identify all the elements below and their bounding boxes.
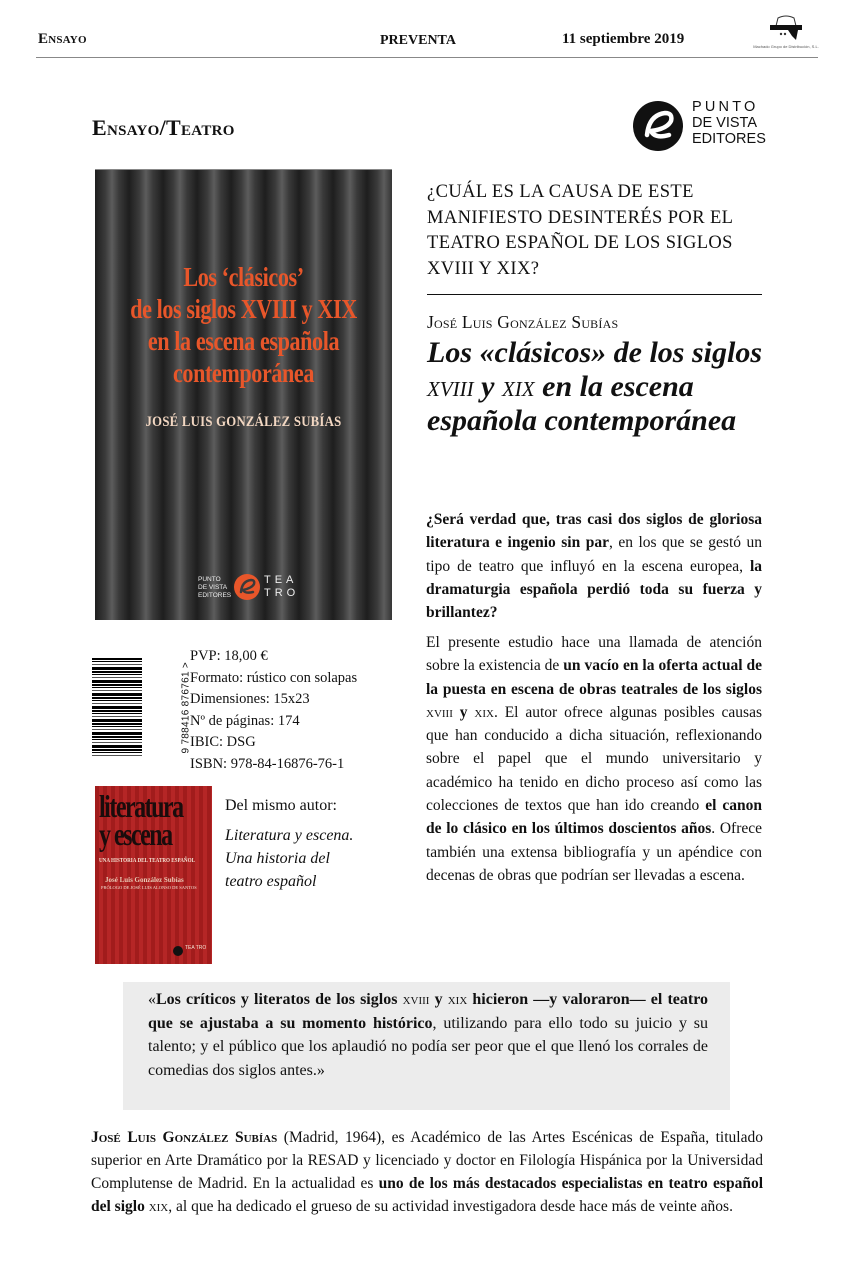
- title-century: xix: [501, 370, 535, 403]
- publisher-logo: [633, 101, 773, 151]
- cover-collection-line: TEA: [264, 574, 298, 586]
- cover-title-line: en la escena española: [147, 326, 340, 356]
- book-cover: [95, 169, 392, 620]
- bold-text: Los críticos y literatos de los siglos: [156, 991, 403, 1008]
- text: , utilizando para ello todo su juicio y su talento; y el público que los aplaudió no podía ser peor que el que llenó los corrales de comedias dos siglos antes.»: [148, 1014, 708, 1079]
- cover-logo-line: EDITORES: [198, 592, 232, 599]
- text: . El autor ofrece algunas posibles causas que han conducido a dicha situación, reflexionando sobre el papel que el mundo universitario y académico ha tenido en dicho proceso así como las colecciones de textos que han ido creando: [426, 703, 762, 815]
- related-cover-collection: TEA TRO: [185, 945, 207, 951]
- title-text: Los «clásicos» de los siglos: [427, 336, 762, 369]
- related-cover-title: literatura y escena: [99, 788, 183, 852]
- book-author: José Luis González Subías: [427, 312, 619, 332]
- related-cover-prologue: PRÓLOGO DE JOSÉ LUIS ALONSO DE SANTOS: [101, 885, 197, 890]
- spec-price: PVP: 18,00 €: [190, 648, 268, 664]
- text: . Ofrece también una extensa bibliografía y un apéndice con decenas de obras que podrían ser llevadas a escena.: [426, 820, 763, 884]
- bio-author-name: José Luis González Subías: [91, 1129, 278, 1146]
- publisher-line-2: DE VISTA: [692, 115, 757, 131]
- cover-author: JOSÉ LUIS GONZÁLEZ SUBÍAS: [145, 414, 342, 430]
- cover-collection-line: TRO: [264, 587, 300, 599]
- synopsis-paragraph-1: [426, 508, 762, 624]
- headline-divider: [427, 294, 762, 295]
- text: El presente estudio hace una llamada de atención sobre la existencia de: [426, 634, 762, 675]
- publisher-e-icon: [633, 101, 683, 151]
- same-author-title: [225, 824, 353, 893]
- bold-text: la dramaturgia española perdió toda su fuerza y brillantez?: [426, 557, 762, 622]
- spec-pages: Nº de páginas: 174: [190, 712, 300, 729]
- hat-figure-icon: [752, 14, 820, 44]
- bold-text: y: [452, 703, 475, 721]
- cover-logo-line: PUNTO: [198, 576, 221, 583]
- text: , en los que se gestó un tipo de teatro que influyó en la escena europea,: [426, 534, 762, 575]
- cover-title: [122, 261, 366, 389]
- cover-logo-line: DE VISTA: [198, 584, 228, 591]
- century-text: xix: [148, 1198, 169, 1215]
- spec-format: Formato: rústico con solapas: [190, 669, 358, 686]
- header-status: PREVENTA: [380, 33, 456, 48]
- quote-mark: «: [148, 991, 156, 1008]
- century-text: xviii: [426, 703, 453, 721]
- related-cover-logo-icon: [173, 946, 183, 956]
- cover-e-icon: [234, 574, 260, 600]
- cover-title-line: contemporánea: [172, 358, 315, 388]
- bold-text: un vacío en la oferta actual de la puesta en escena de obras teatrales de los siglos: [426, 657, 762, 698]
- bold-text: ¿Será verdad que, tras casi dos siglos de gloriosa literatura e ingenio sin par: [426, 511, 762, 552]
- title-text: en la escena española contemporánea: [427, 370, 737, 437]
- spec-ibic: IBIC: DSG: [190, 734, 256, 750]
- bold-text: el canon de lo clásico en los últimos doscientos años: [426, 797, 762, 838]
- related-cover-subtitle: UNA HISTORIA DEL TEATRO ESPAÑOL: [99, 858, 195, 864]
- text: , al que ha dedicado el grueso de su actividad investigadora desde hace más de veinte años.: [168, 1198, 733, 1215]
- section-title: Ensayo/Teatro: [92, 115, 235, 140]
- spec-isbn: ISBN: 978-84-16876-76-1: [190, 755, 345, 772]
- headline-question: ¿CUÁL ES LA CAUSA DE ESTE MANIFIESTO DESINTERÉS POR EL TEATRO ESPAÑOL DE LOS SIGLOS XVIII Y XIX?: [427, 182, 733, 279]
- publisher-line-1: PUNTO: [692, 99, 759, 115]
- header-category: Ensayo: [38, 31, 87, 47]
- century-text: xix: [447, 991, 468, 1008]
- header-divider: [36, 57, 818, 58]
- pull-quote: [123, 982, 730, 1110]
- author-bio: [91, 1126, 763, 1218]
- cover-publisher-logo: [198, 574, 308, 604]
- related-book-cover: [95, 786, 212, 964]
- cover-title-line: Los ‘clásicos’: [183, 262, 304, 292]
- related-cover-author: José Luis González Subías: [105, 876, 184, 884]
- same-author-title-line: teatro español: [225, 873, 317, 890]
- same-author-label: Del mismo autor:: [225, 797, 337, 814]
- barcode: [92, 658, 192, 756]
- distributor-caption: Machado Grupo de Distribución, S.L.: [753, 44, 819, 49]
- synopsis-paragraph-2: [426, 631, 762, 887]
- century-text: xviii: [402, 991, 430, 1008]
- title-century: xviii: [427, 370, 474, 403]
- spec-dimensions: Dimensiones: 15x23: [190, 691, 310, 707]
- cover-title-line: de los siglos XVIII y XIX: [130, 294, 357, 324]
- bold-text: hicieron —y valoraron— el teatro que se ajustaba a su momento histórico: [148, 991, 709, 1032]
- same-author-title-line: Literatura y escena.: [225, 827, 354, 844]
- bold-text: uno de los más destacados especialistas en teatro español del siglo: [91, 1175, 763, 1215]
- book-title: [427, 336, 767, 438]
- same-author-title-line: Una historia del: [225, 850, 330, 867]
- book-specs: [190, 646, 357, 775]
- distributor-logo: [752, 14, 820, 54]
- header-date: 11 septiembre 2019: [562, 31, 685, 47]
- bold-text: y: [429, 991, 448, 1008]
- barcode-digits: 9 788416 876761 >: [180, 661, 192, 754]
- century-text: xix: [474, 703, 494, 721]
- publisher-line-3: EDITORES: [692, 131, 766, 147]
- barcode-bars: [92, 658, 142, 756]
- text: (Madrid, 1964), es Académico de las Artes Escénicas de España, titulado superior en Arte Dramático por la RESAD y licenciado y doctor en Filología Hispánica por la Universidad Complutense de Madrid. En la actualidad es: [91, 1129, 763, 1192]
- title-text: y: [473, 370, 502, 403]
